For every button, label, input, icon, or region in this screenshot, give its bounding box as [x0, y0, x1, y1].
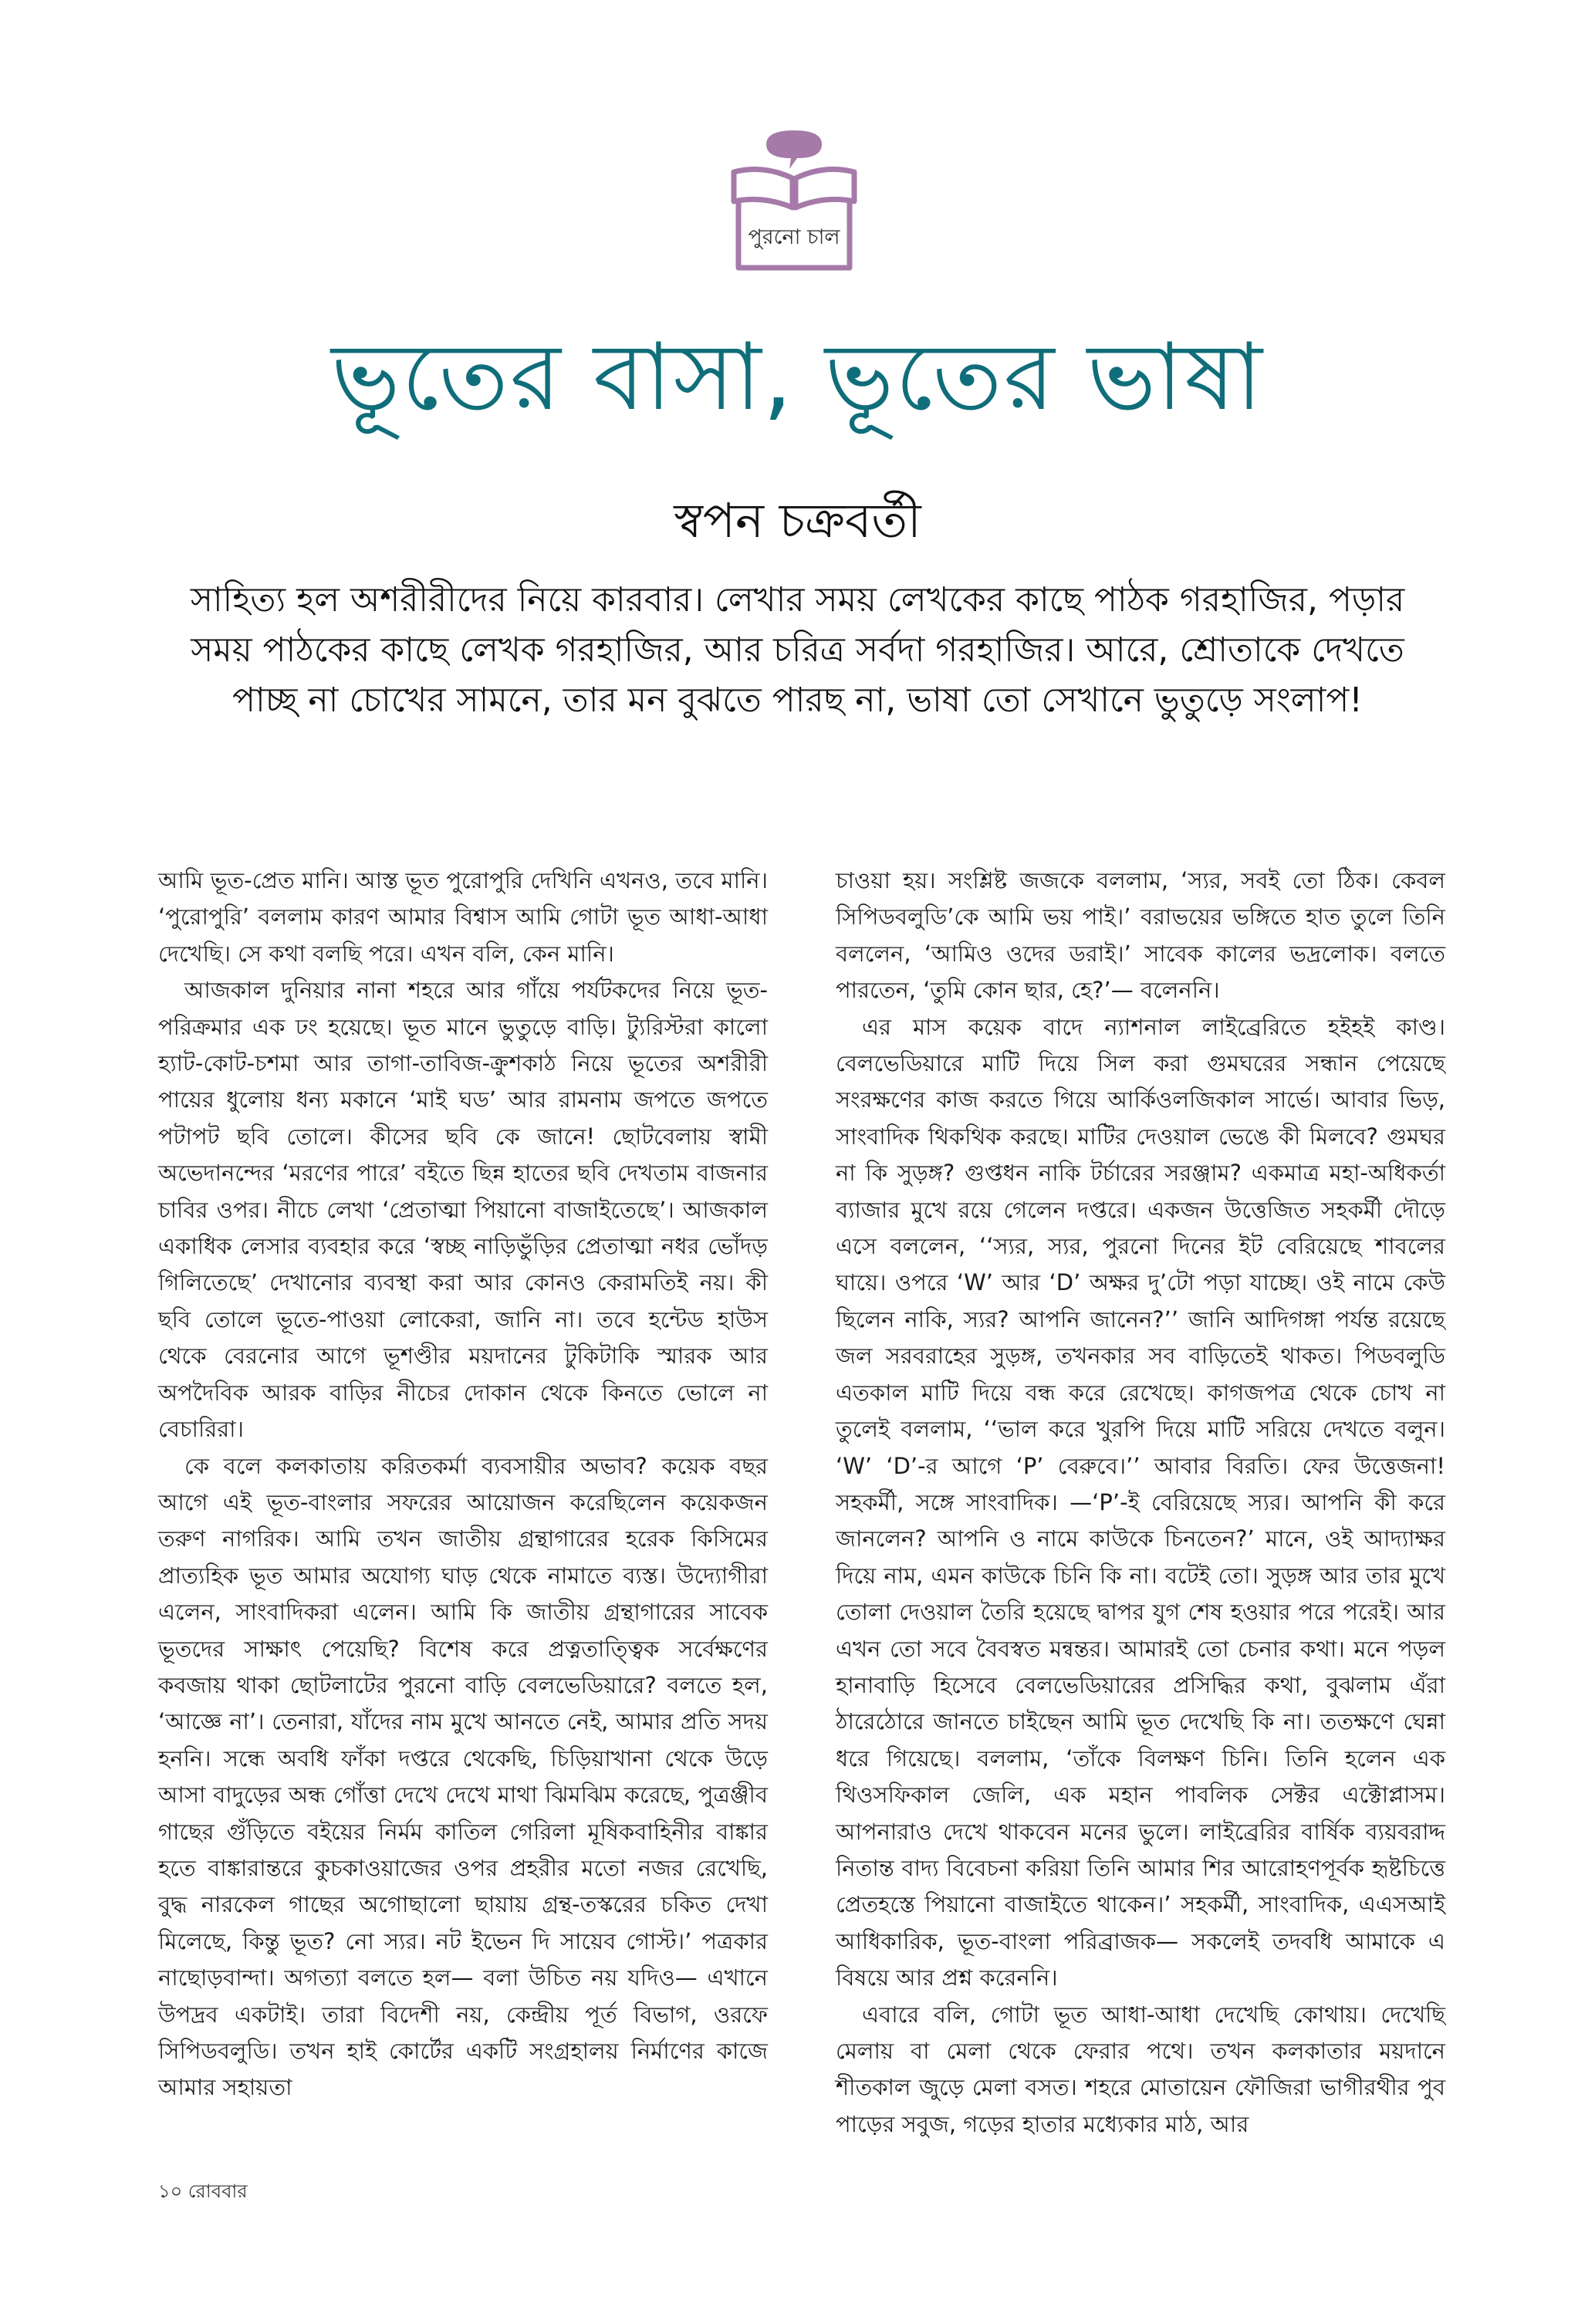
paragraph: আজকাল দুনিয়ার নানা শহরে আর গাঁয়ে পর্যটকদের নিয়ে ভূত-পরিক্রমার এক ঢং হয়েছে। ভূত মানে ভুতুড়ে বাড়ি। ট্যুরিস্টরা কালো হ্যাট-কোট-চশমা আর তাগা-তাবিজ-ক্রুশকাঠ নিয়ে ভূতের অশরীরী পায়ের ধুলোয় ধন্য মকানে ‘মাই ঘড’ আর রামনাম জপতে জপতে পটাপট ছবি তোলে। কীসের ছবি কে জানে! ছোটবেলায় স্বামী অভেদানন্দের ‘মরণের পারে’ বইতে ছিন্ন হাতের ছবি দেখতাম বাজনার চাবির ওপর। নীচে লেখা ‘প্রেতাত্মা পিয়ানো বাজাইতেছে’। আজকাল একাধিক লেসার ব্যবহার করে ‘স্বচ্ছ নাড়িভুঁড়ির প্রেতাত্মা নধর ভোঁদড় গিলিতেছে’ দেখানোর ব্যবস্থা করা আর কোনও কেরামতিই নয়। কী ছবি তোলে ভূতে-পাওয়া লোকেরা, জানি না। তবে হন্টেড হাউস থেকে বেরনোর আগে ভূশণ্ডীর ময়দানের টুকিটাকি স্মারক আর অপদৈবিক আরক বাড়ির নীচের দোকান থেকে কিনতে ভোলে না বেচারিরা।	[158, 977, 768, 1443]
paragraph: কে বলে কলকাতায় করিতকর্মা ব্যবসায়ীর অভাব? কয়েক বছর আগে এই ভূত-বাংলার সফরের আয়োজন করেছিলেন কয়েকজন তরুণ নাগরিক। আমি তখন জাতীয় গ্রন্থাগারের হরেক কিসিমের প্রাত্যহিক ভূত আমার অযোগ্য ঘাড় থেকে নামাতে ব্যস্ত। উদ্যোগীরা এলেন, সাংবাদিকরা এলেন। আমি কি জাতীয় গ্রন্থাগারের সাবেক ভূতদের সাক্ষাৎ পেয়েছি? বিশেষ করে প্রত্নতাত্ত্বিক সর্বেক্ষণের কবজায় থাকা ছোটলাটের পুরনো বাড়ি বেলভেডিয়ারে? বলতে হল, ‘আজ্ঞে না’। তেনারা, যাঁদের নাম মুখে আনতে নেই, আমার প্রতি সদয় হননি। সন্ধে অবধি ফাঁকা দপ্তরে থেকেছি, চিড়িয়াখানা থেকে উড়ে আসা বাদুড়ের অন্ধ গোঁত্তা দেখে দেখে মাথা ঝিমঝিম করেছে, পুত্রঞ্জীব গাছের গুঁড়িতে বইয়ের নির্মম কাতিল গেরিলা মূষিকবাহিনীর বাঙ্কার হতে বাঙ্কারান্তরে কুচকাওয়াজের ওপর প্রহরীর মতো নজর রেখেছি, বুদ্ধ নারকেল গাছের অগোছালো ছায়ায় গ্রন্থ-তস্করের চকিত দেখা মিলেছে, কিন্তু ভূত? নো স্যর। নট ইভেন দি সায়েব গোস্ট।’ পত্রকার নাছোড়বান্দা। অগত্যা বলতে হল— বলা উচিত নয় যদিও— এখানে উপদ্রব একটাই। তারা বিদেশী নয়, কেন্দ্রীয় পূর্ত বিভাগ, ওরফে সিপিডবলুডি। তখন হাই কোর্টের একটি সংগ্রহালয় নির্মাণের কাজে আমার সহায়তা	[158, 1452, 768, 2101]
paragraph: এর মাস কয়েক বাদে ন্যাশনাল লাইব্রেরিতে হইহই কাণ্ড। বেলভেডিয়ারে মাটি দিয়ে সিল করা গুমঘরের সন্ধান পেয়েছে সংরক্ষণের কাজ করতে গিয়ে আর্কিওলজিকাল সার্ভে। আবার ভিড়, সাংবাদিক থিকথিক করছে। মাটির দেওয়াল ভেঙে কী মিলবে? গুমঘর না কি সুড়ঙ্গ? গুপ্তধন নাকি টর্চারের সরঞ্জাম? একমাত্র মহা-অধিকর্তা ব্যাজার মুখে রয়ে গেলেন দপ্তরে। একজন উত্তেজিত সহকর্মী দৌড়ে এসে বললেন, ‘‘স্যর, স্যর, পুরনো দিনের ইট বেরিয়েছে শাবলের ঘায়ে। ওপরে ‘W’ আর ‘D’ অক্ষর দু’টো পড়া যাচ্ছে। ওই নামে কেউ ছিলেন নাকি, স্যর? আপনি জানেন?’’ জানি আদিগঙ্গা পর্যন্ত রয়েছে জল সরবরাহের সুড়ঙ্গ, তখনকার সব বাড়িতেই থাকত। পিডবলুডি এতকাল মাটি দিয়ে বন্ধ করে রেখেছে। কাগজপত্র থেকে চোখ না তুলেই বললাম, ‘‘ভাল করে খুরপি দিয়ে মাটি সরিয়ে দেখতে বলুন। ‘W’ ‘D’-র আগে ‘P’ বেরুবে।’’ আবার বিরতি। ফের উত্তেজনা! সহকর্মী, সঙ্গে সাংবাদিক। —‘P’-ই বেরিয়েছে স্যর। আপনি কী করে জানলেন? আপনি ও নামে কাউকে চিনতেন?’ মানে, ওই আদ্যাক্ষর দিয়ে নাম, এমন কাউকে চিনি কি না। বটেই তো। সুড়ঙ্গ আর তার মুখে তোলা দেওয়াল তৈরি হয়েছে দ্বাপর যুগ শেষ হওয়ার পরে পরেই। আর এখন তো সবে বৈবস্বত মন্বন্তর। আমারই তো চেনার কথা। মনে পড়ল হানাবাড়ি হিসেবে বেলভেডিয়ারের প্রসিদ্ধির কথা, বুঝলাম এঁরা ঠারেঠোরে জানতে চাইছেন আমি ভূত দেখেছি কি না। ততক্ষণে ঘেন্না ধরে গিয়েছে। বললাম, ‘তাঁকে বিলক্ষণ চিনি। তিনি হলেন এক থিওসফিকাল জেলি, এক মহান পাবলিক সেক্টর এক্টোপ্লাসম। আপনারাও দেখে থাকবেন মনের ভুলে। লাইব্রেরির বার্ষিক ব্যয়বরাদ্দ নিতান্ত বাদ্য বিবেচনা করিয়া তিনি আমার শির আরোহণপূর্বক হৃষ্টচিত্তে প্রেতহস্তে পিয়ানো বাজাইতে থাকেন।’ সহকর্মী, সাংবাদিক, এএসআই আধিকারিক, ভূত-বাংলা পরিব্রাজক— সকলেই তদবধি আমাকে এ বিষয়ে আর প্রশ্ন করেননি।	[836, 1013, 1445, 1991]
paragraph: আমি ভূত-প্রেত মানি। আস্ত ভূত পুরোপুরি দেখিনি এখনও, তবে মানি। ‘পুরোপুরি’ বললাম কারণ আমার বিশ্বাস আমি গোটা ভূত আধা-আধা দেখেছি। সে কথা বলছি পরে। এখন বলি, কেন মানি।	[158, 867, 768, 967]
section-logo	[717, 127, 871, 274]
article-author: স্বপন চক্রবর্তী	[674, 492, 921, 549]
article-intro: সাহিত্য হল অশরীরীদের নিয়ে কারবার। লেখার সময় লেখকের কাছে পাঠক গরহাজির, পড়ার সময় পাঠকের কাছে লেখক গরহাজির, আর চরিত্র সর্বদা গরহাজির। আরে, শ্রোতাকে দেখতে পাচ্ছ না চোখের সামনে, তার মন বুঝতে পারছ না, ভাষা তো সেখানে ভুতুড়ে সংলাপ!	[190, 580, 1405, 720]
article-title: ভূতের বাসা, ভূতের ভাষা	[331, 324, 1264, 431]
section-label: পুরনো চাল	[748, 225, 840, 249]
body-column-left	[158, 863, 768, 2106]
paragraph: চাওয়া হয়। সংশ্লিষ্ট জজকে বললাম, ‘স্যর, সবই তো ঠিক। কেবল সিপিডবলুডি’কে আমি ভয় পাই।’ বরাভয়ের ভঙ্গিতে হাত তুলে তিনি বললেন, ‘আমিও ওদের ডরাই।’ সাবেক কালের ভদ্রলোক। বলতে পারতেন, ‘তুমি কোন ছার, হে?’— বলেননি।	[836, 867, 1445, 1004]
page-folio: ১০ রোববার	[158, 2180, 248, 2202]
body-column-right	[836, 863, 1445, 2143]
paragraph: এবারে বলি, গোটা ভূত আধা-আধা দেখেছি কোথায়। দেখেছি মেলায় বা মেলা থেকে ফেরার পথে। তখন কলকাতার ময়দানে শীতকাল জুড়ে মেলা বসত। শহরে মোতায়েন ফৌজিরা ভাগীরথীর পুব পাড়ের সবুজ, গড়ের হাতার মধ্যেকার মাঠ, আর	[836, 2001, 1445, 2137]
